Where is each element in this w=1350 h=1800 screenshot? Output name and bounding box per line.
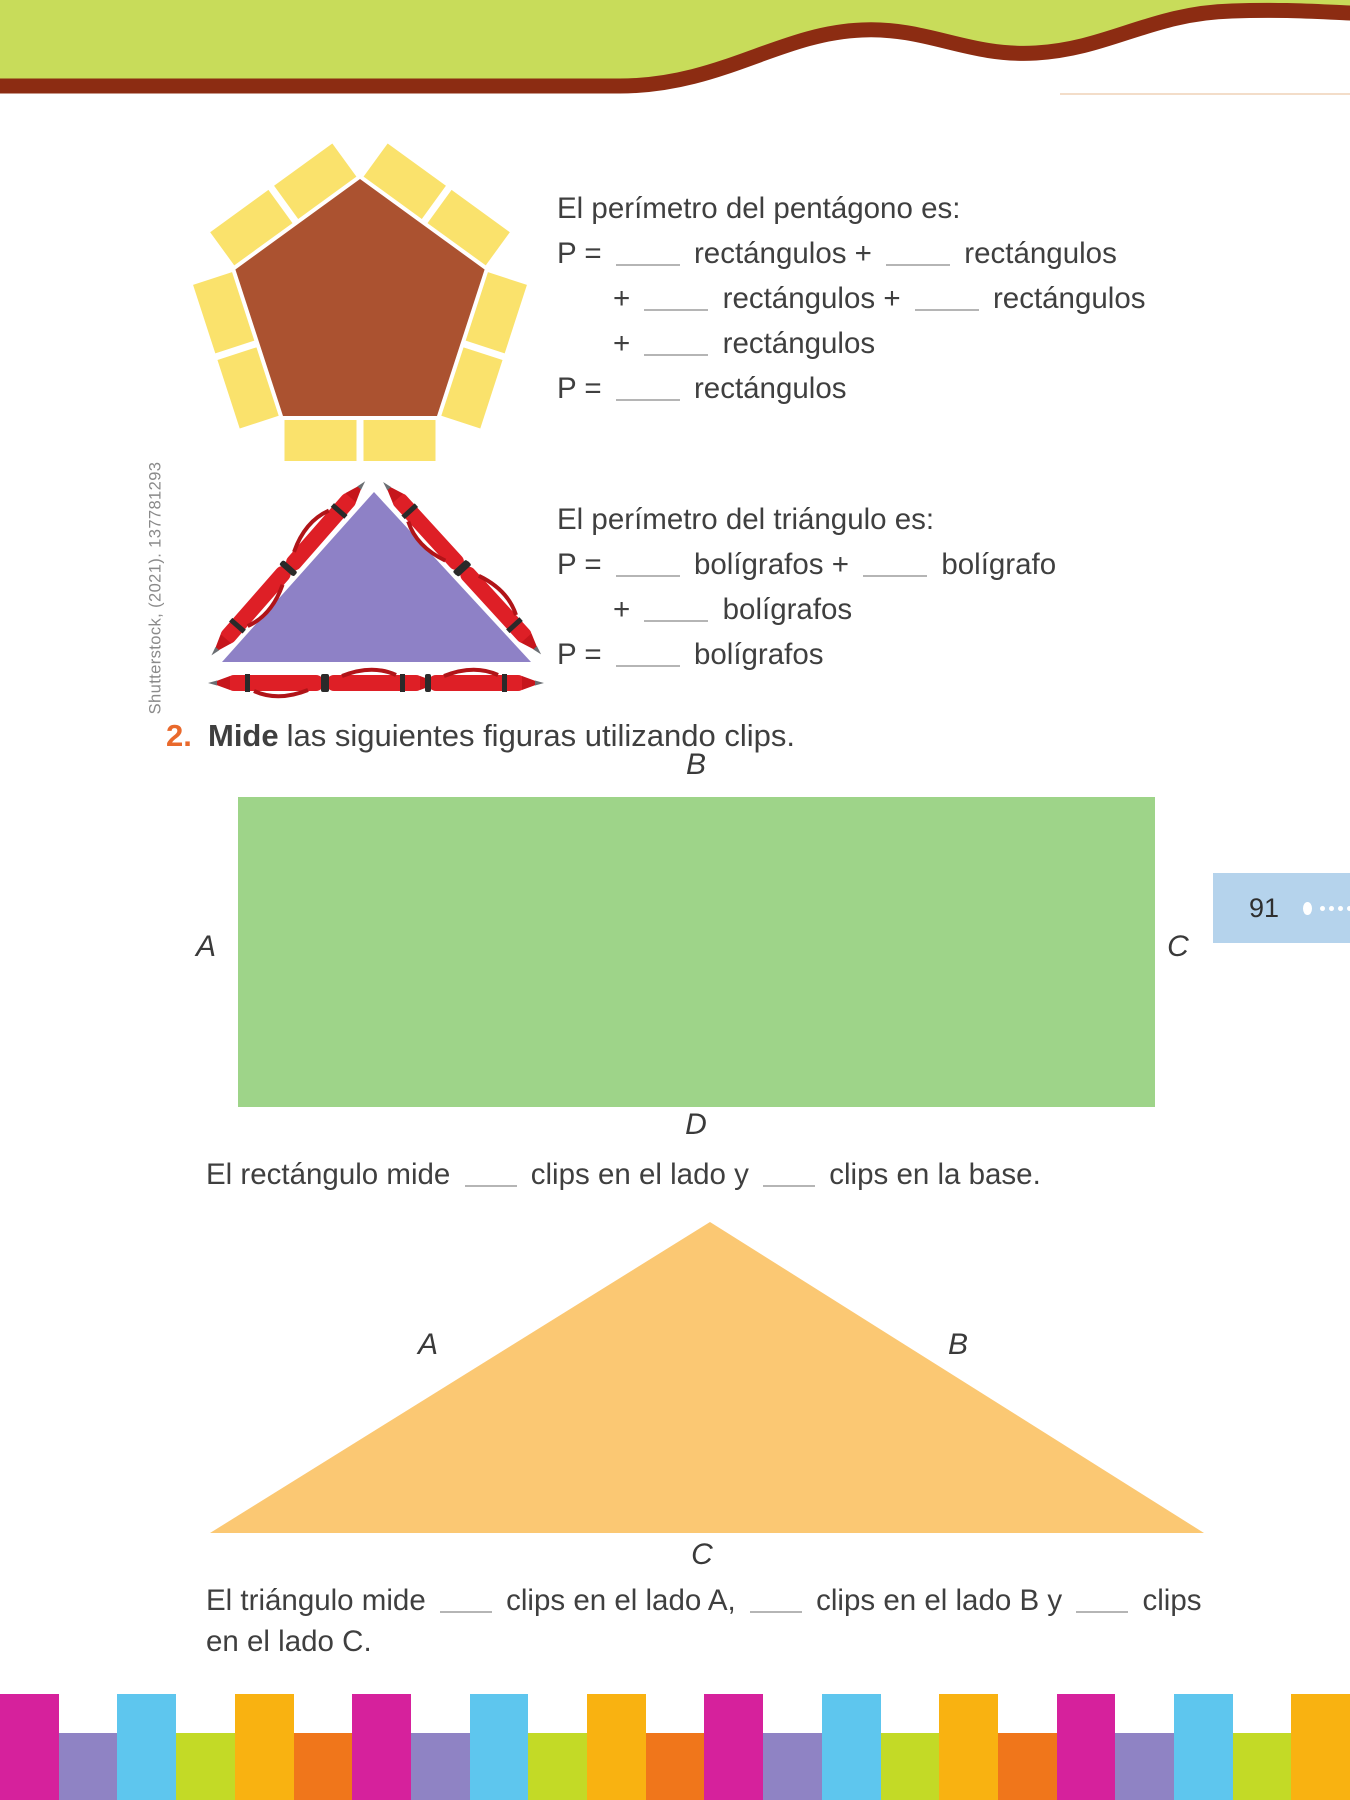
- bottom-stripe-border: [0, 1694, 1350, 1800]
- triangle-equation-line: P = bolígrafos: [557, 638, 824, 671]
- pentagon-equation-line: P = rectángulos + rectángulos: [557, 237, 1117, 270]
- answer-blank: [915, 284, 979, 311]
- stripe-bar: [763, 1733, 822, 1800]
- stripe-bar: [587, 1694, 646, 1800]
- exercise-bold-word: Mide: [208, 718, 279, 753]
- red-pen: [425, 670, 544, 692]
- triangle-label-right: B: [947, 1328, 968, 1361]
- answer-blank: [886, 239, 950, 266]
- pentagon-perimeter-text: [557, 186, 1146, 411]
- pentagon-title: El perímetro del pentágono es:: [557, 192, 961, 225]
- stripe-bar: [294, 1733, 353, 1800]
- stripe-bar: [1233, 1733, 1292, 1800]
- stripe-bar: [0, 1694, 59, 1800]
- pen-triangle-figure: [150, 470, 570, 705]
- pentagon-equation-line: + rectángulos + rectángulos: [613, 282, 1146, 315]
- pentagon-equation-line: P = rectángulos: [557, 372, 847, 405]
- stripe-bar: [352, 1694, 411, 1800]
- stripe-bar: [1057, 1694, 1116, 1800]
- answer-blank: [1076, 1586, 1128, 1613]
- stripe-bar: [881, 1733, 940, 1800]
- answer-blank: [465, 1160, 517, 1187]
- green-rectangle: [238, 797, 1155, 1107]
- rect-label-left: A: [195, 930, 216, 963]
- stripe-bar: [528, 1733, 587, 1800]
- triangle-equation-line: P = bolígrafos + bolígrafo: [557, 548, 1057, 581]
- pentagon-equation-line: + rectángulos: [613, 327, 876, 360]
- red-pen: [208, 674, 327, 696]
- triangle-label-bottom: C: [691, 1538, 713, 1571]
- red-pen: [323, 670, 442, 692]
- stripe-bar: [939, 1694, 998, 1800]
- exercise-number: 2.: [166, 718, 192, 753]
- exercise-text: las siguientes figuras utilizando clips.: [286, 718, 795, 753]
- pentagon-figure: [160, 125, 560, 485]
- triangle-caption: [206, 1580, 1202, 1662]
- triangle-perimeter-text: [557, 497, 1056, 677]
- dot-icon: [1303, 902, 1312, 915]
- stripe-bar: [470, 1694, 529, 1800]
- dotted-line-decoration: [1318, 904, 1350, 913]
- stripe-bar: [59, 1733, 118, 1800]
- stripe-bar: [998, 1733, 1057, 1800]
- triangle-label-left: A: [417, 1328, 438, 1361]
- rect-label-top: B: [685, 748, 706, 781]
- triangle-caption-line1: El triángulo mide clips en el lado A, clips en el lado B y clips: [206, 1584, 1202, 1617]
- stripe-bar: [704, 1694, 763, 1800]
- stripe-bar: [176, 1733, 235, 1800]
- answer-blank: [763, 1160, 815, 1187]
- answer-blank: [616, 239, 680, 266]
- rectangle-caption: El rectángulo mide clips en el lado y clips en la base.: [206, 1158, 1041, 1191]
- stripe-bar: [117, 1694, 176, 1800]
- answer-blank: [440, 1586, 492, 1613]
- stripe-bar: [646, 1733, 705, 1800]
- answer-blank: [644, 329, 708, 356]
- answer-blank: [616, 374, 680, 401]
- header-wave-decoration: [0, 0, 1350, 120]
- stripe-bar: [1174, 1694, 1233, 1800]
- rect-label-bottom: D: [685, 1108, 707, 1141]
- answer-blank: [616, 550, 680, 577]
- answer-blank: [644, 284, 708, 311]
- page-number: 91: [1249, 892, 1280, 923]
- answer-blank: [750, 1586, 802, 1613]
- stripe-bar: [1291, 1694, 1350, 1800]
- answer-blank: [863, 550, 927, 577]
- rect-label-right: C: [1167, 930, 1189, 963]
- stripe-bar: [822, 1694, 881, 1800]
- photo-credit: Shutterstock, (2021). 137781293: [146, 461, 165, 715]
- stripe-bar: [235, 1694, 294, 1800]
- orange-triangle-figure: [205, 1218, 1207, 1536]
- stripe-bar: [1115, 1733, 1174, 1800]
- triangle-equation-line: + bolígrafos: [613, 593, 853, 626]
- stripe-bar: [411, 1733, 470, 1800]
- triangle-title: El perímetro del triángulo es:: [557, 503, 935, 536]
- answer-blank: [644, 595, 708, 622]
- yellow-rect-pair: [285, 420, 436, 461]
- triangle-caption-line2: en el lado C.: [206, 1625, 372, 1658]
- orange-triangle: [210, 1222, 1204, 1533]
- answer-blank: [616, 640, 680, 667]
- page-number-tab: [1213, 873, 1350, 943]
